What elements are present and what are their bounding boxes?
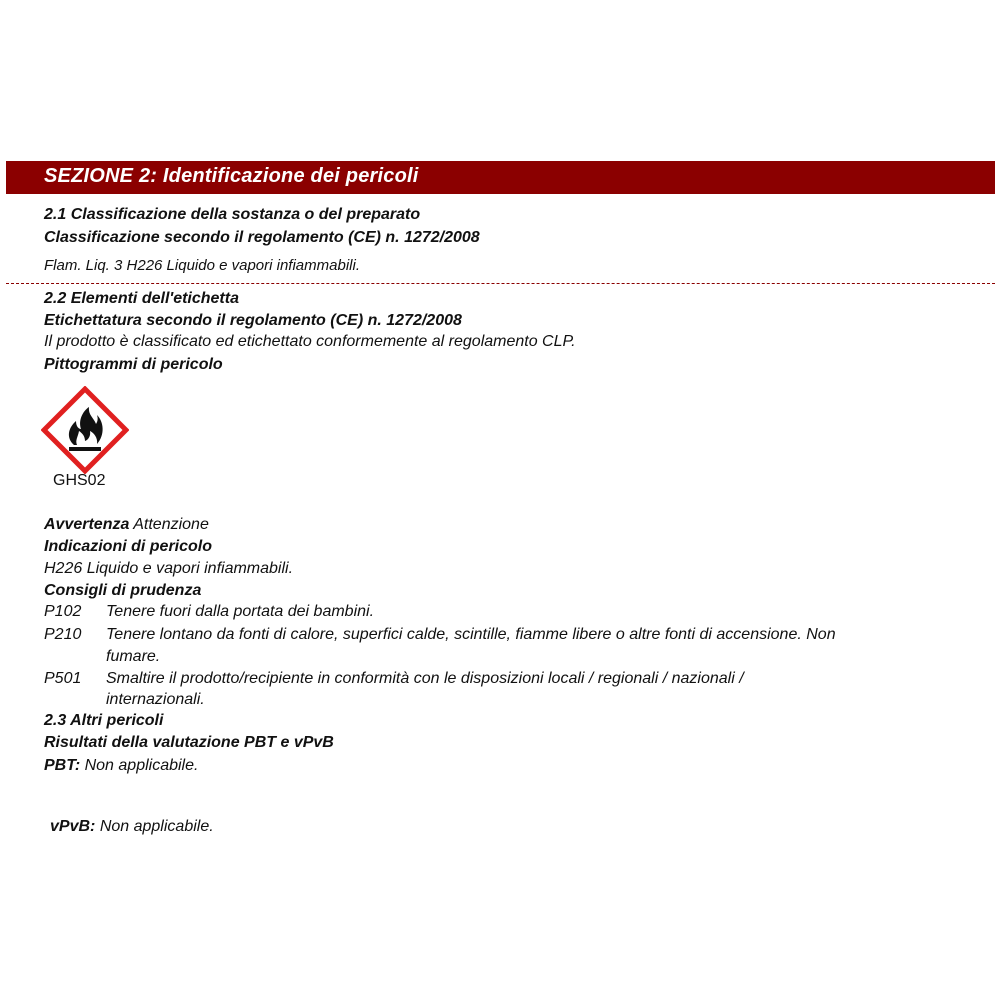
precaution-text-continued: fumare. xyxy=(106,648,161,665)
section-banner xyxy=(6,161,995,194)
section-divider xyxy=(6,283,995,284)
pbt-assessment-heading: Risultati della valutazione PBT e vPvB xyxy=(44,734,334,751)
pbt-value: Non applicabile. xyxy=(84,757,199,774)
subheading-labelling: Etichettatura secondo il regolamento (CE) n. 1272/2008 xyxy=(44,312,462,329)
signal-word-value: Attenzione xyxy=(133,516,209,533)
hazard-heading: Indicazioni di pericolo xyxy=(44,538,213,555)
classification-text: Flam. Liq. 3 H226 Liquido e vapori infiammabili. xyxy=(44,257,360,274)
vpvb-value: Non applicabile. xyxy=(99,818,214,835)
precaution-row xyxy=(44,602,374,622)
precaution-code: P501 xyxy=(44,670,82,687)
pictogram-code: GHS02 xyxy=(53,472,106,489)
precaution-text: Tenere fuori dalla portata dei bambini. xyxy=(106,603,375,620)
precaution-text-continued: internazionali. xyxy=(106,691,205,708)
precaution-row xyxy=(44,625,836,645)
precaution-text: Tenere lontano da fonti di calore, superfici calde, scintille, fiamme libere o altre fonti di accensione. Non xyxy=(106,626,836,643)
pbt-row xyxy=(44,756,198,776)
precaution-heading: Consigli di prudenza xyxy=(44,582,202,599)
hazard-statement: H226 Liquido e vapori infiammabili. xyxy=(44,560,294,577)
precaution-text: Smaltire il prodotto/recipiente in conformità con le disposizioni locali / regionali / nazionali / xyxy=(106,670,744,687)
precaution-code: P102 xyxy=(44,603,82,620)
subheading-classification: Classificazione secondo il regolamento (CE) n. 1272/2008 xyxy=(44,229,480,246)
precaution-row xyxy=(44,669,744,689)
precaution-code: P210 xyxy=(44,626,82,643)
signal-word-row xyxy=(44,515,209,535)
vpvb-label: vPvB: xyxy=(50,818,96,835)
pictograms-heading: Pittogrammi di pericolo xyxy=(44,356,223,373)
vpvb-row xyxy=(50,817,214,837)
pbt-label: PBT: xyxy=(44,757,81,774)
heading-2-2: 2.2 Elementi dell'etichetta xyxy=(44,290,239,307)
flame-icon xyxy=(41,386,129,474)
heading-2-3: 2.3 Altri pericoli xyxy=(44,712,164,729)
signal-word-label: Avvertenza xyxy=(44,516,130,533)
clp-note: Il prodotto è classificato ed etichettato conformemente al regolamento CLP. xyxy=(44,333,576,350)
heading-2-1: 2.1 Classificazione della sostanza o del preparato xyxy=(44,206,421,223)
section-title: SEZIONE 2: Identificazione dei pericoli xyxy=(44,165,419,187)
